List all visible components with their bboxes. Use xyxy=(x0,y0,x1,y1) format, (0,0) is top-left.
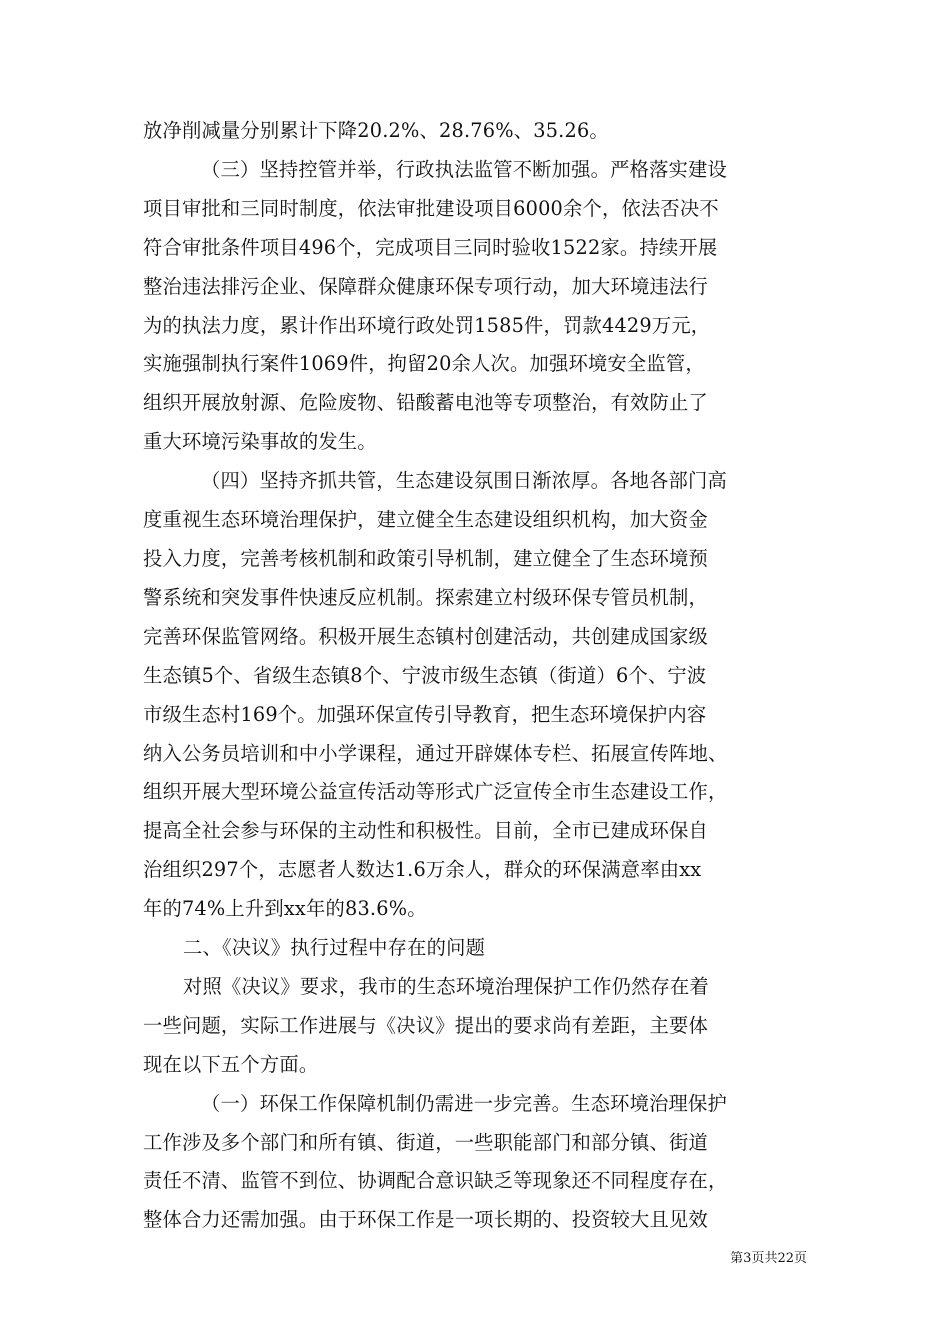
text-line: 警系统和突发事件快速反应机制。探索建立村级环保专管员机制， xyxy=(143,585,708,609)
page-footer: 第3页共22页 xyxy=(730,1251,807,1266)
text-line: 重大环境污染事故的发生。 xyxy=(143,430,377,454)
text-line: 市级生态村169个。加强环保宣传引导教育，把生态环境保护内容 xyxy=(143,702,707,726)
text-line: 放净削减量分别累计下降20.2%、28.76%、35.26。 xyxy=(143,119,609,142)
text-line: （三）坚持控管并举，行政执法监管不断加强。严格落实建设 xyxy=(201,157,727,181)
text-line: 年的74%上升到xx年的83.6%。 xyxy=(143,897,427,921)
text-line: 组织开展放射源、危险废物、铅酸蓄电池等专项整治，有效防止了 xyxy=(143,391,708,415)
text-line: 二、《决议》执行过程中存在的问题 xyxy=(183,936,486,960)
document-body xyxy=(143,112,811,1240)
text-line: 一些问题，实际工作进展与《决议》提出的要求尚有差距，主要体 xyxy=(143,1013,708,1037)
text-line: 投入力度，完善考核机制和政策引导机制，建立健全了生态环境预 xyxy=(143,546,708,570)
text-line: （一）环保工作保障机制仍需进一步完善。生态环境治理保护 xyxy=(201,1091,727,1115)
text-line: 项目审批和三同时制度，依法审批建设项目6000余个，依法否决不 xyxy=(143,196,719,220)
text-line: 完善环保监管网络。积极开展生态镇村创建活动，共创建成国家级 xyxy=(143,624,708,648)
text-line: 整体合力还需加强。由于环保工作是一项长期的、投资较大且见效 xyxy=(143,1208,708,1232)
text-line: 整治违法排污企业、保障群众健康环保专项行动，加大环境违法行 xyxy=(143,274,708,298)
text-line: 现在以下五个方面。 xyxy=(143,1052,319,1076)
text-line: 责任不清、监管不到位、协调配合意识缺乏等现象还不同程度存在， xyxy=(143,1169,728,1193)
text-line: 治组织297个，志愿者人数达1.6万余人，群众的环保满意率由xx xyxy=(143,858,702,882)
text-line: 生态镇5个、省级生态镇8个、宁波市级生态镇（街道）6个、宁波 xyxy=(143,663,707,687)
text-line: 实施强制执行案件1069件，拘留20余人次。加强环境安全监管， xyxy=(143,352,705,376)
text-line: 对照《决议》要求，我市的生态环境治理保护工作仍然存在着 xyxy=(183,974,709,998)
text-line: 纳入公务员培训和中小学课程，通过开辟媒体专栏、拓展宣传阵地、 xyxy=(143,741,728,765)
text-line: 提高全社会参与环保的主动性和积极性。目前，全市已建成环保自 xyxy=(143,819,708,843)
text-line: 工作涉及多个部门和所有镇、街道，一些职能部门和部分镇、街道 xyxy=(143,1130,708,1154)
text-line: 为的执法力度，累计作出环境行政处罚1585件，罚款4429万元， xyxy=(143,313,711,337)
text-line: 度重视生态环境治理保护，建立健全生态建设组织机构，加大资金 xyxy=(143,508,708,532)
text-line: 符合审批条件项目496个，完成项目三同时验收1522家。持续开展 xyxy=(143,235,718,259)
text-line: 组织开展大型环境公益宣传活动等形式广泛宣传全市生态建设工作， xyxy=(143,780,728,804)
text-line: （四）坚持齐抓共管，生态建设氛围日渐浓厚。各地各部门高 xyxy=(201,469,727,493)
